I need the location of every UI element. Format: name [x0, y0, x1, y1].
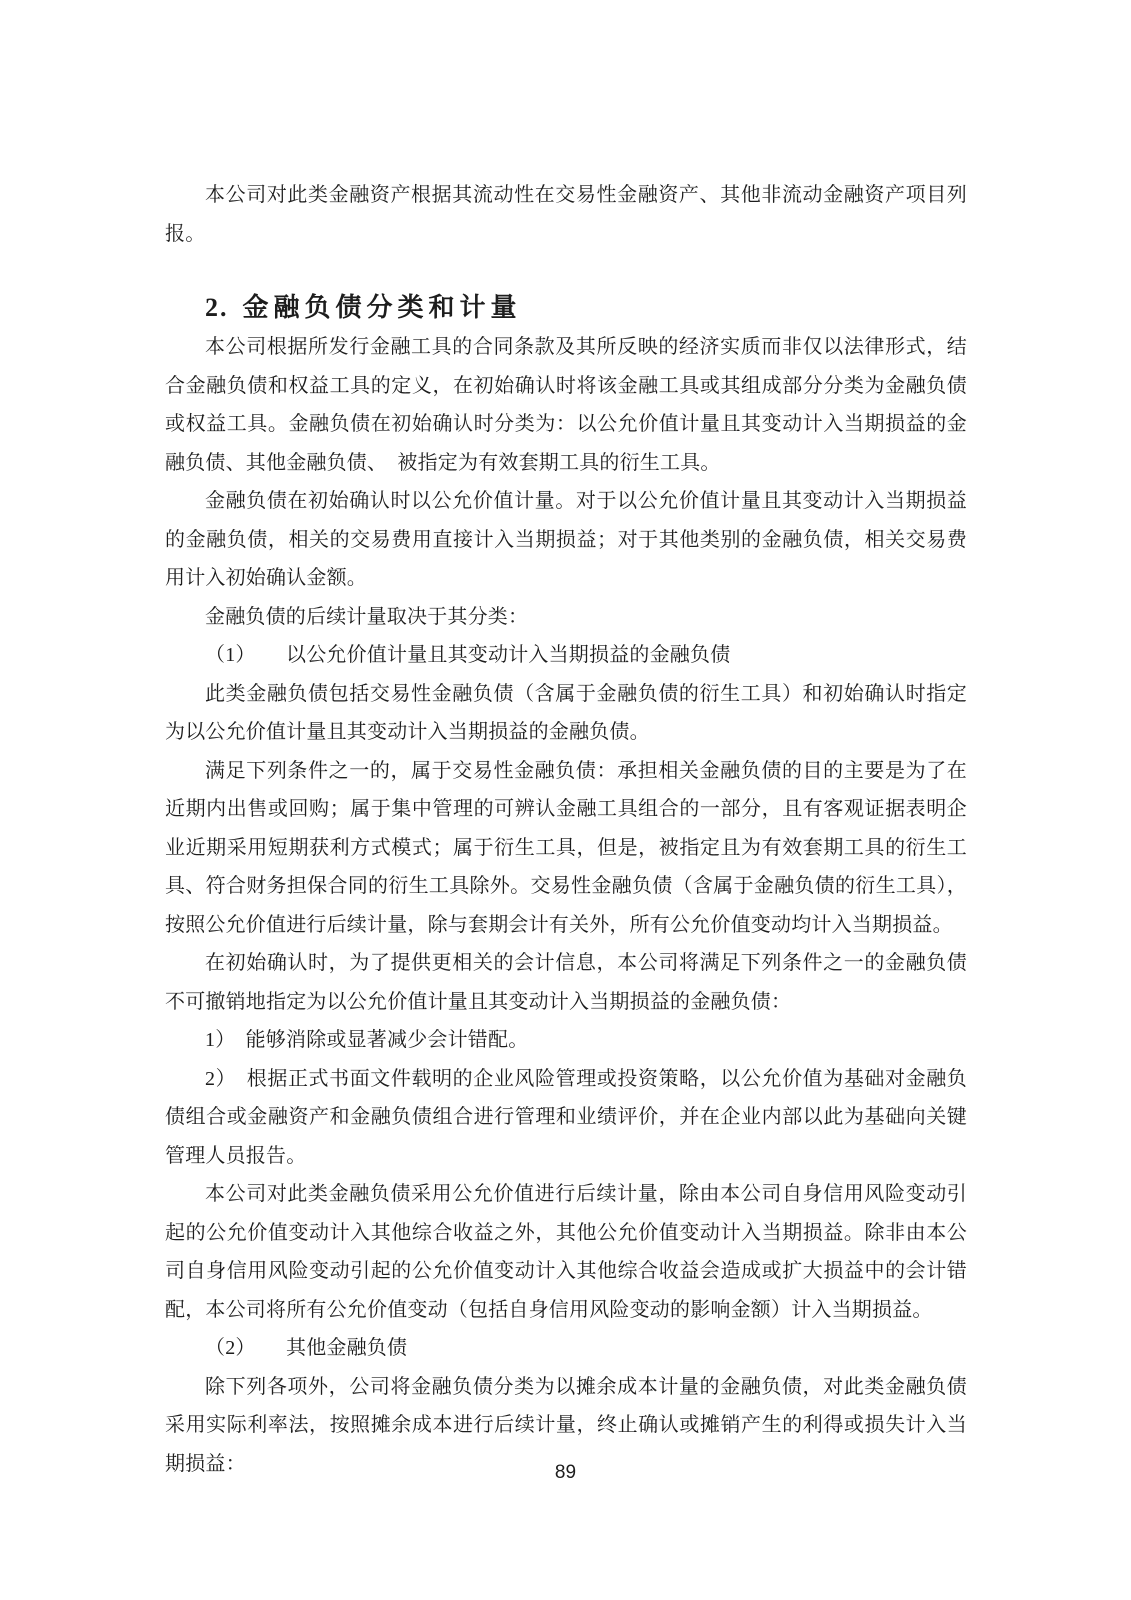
paragraph-fvtpl-scope: 此类金融负债包括交易性金融负债（含属于金融负债的衍生工具）和初始确认时指定为以公允价值计量且其变动计入当期损益的金融负债。 [165, 682, 967, 743]
subheading-item-2-other-liabilities: （2） 其他金融负债 [205, 1337, 408, 1359]
paragraph-initial-measurement: 金融负债在初始确认时以公允价值计量。对于以公允价值计量且其变动计入当期损益的金融负债，相关的交易费用直接计入当期损益；对于其他类别的金融负债，相关交易费用计入初始确认金额。 [165, 490, 967, 589]
list-item-2-risk-management: 2） 根据正式书面文件载明的企业风险管理或投资策略，以公允价值为基础对金融负债组合或金融资产和金融负债组合进行管理和业绩评价，并在企业内部以此为基础向关键管理人员报告。 [165, 1067, 967, 1167]
paragraph-subsequent-measurement-intro: 金融负债的后续计量取决于其分类： [205, 605, 529, 628]
list-item-1-accounting-mismatch: 1） 能够消除或显著减少会计错配。 [205, 1029, 529, 1051]
paragraph-trading-liability-conditions: 满足下列条件之一的，属于交易性金融负债：承担相关金融负债的目的主要是为了在近期内出售或回购；属于集中管理的可辨认金融工具组合的一部分，且有客观证据表明企业近期采用短期获利方式模式；属于衍生工具，但是，被指定且为有效套期工具的衍生工具、符合财务担保合同的衍生工具除外。交易性金融负债（含属于金融负债的衍生工具），按照公允价值进行后续计量，除与套期会计有关外，所有公允价值变动均计入当期损益。 [165, 759, 967, 936]
document-content [165, 176, 967, 1483]
subheading-item-1-fvtpl: （1） 以公允价值计量且其变动计入当期损益的金融负债 [205, 644, 731, 666]
section-heading-number: 2. [205, 293, 229, 322]
paragraph-amortized-cost: 除下列各项外，公司将金融负债分类为以摊余成本计量的金融负债，对此类金融负债采用实际利率法，按照摊余成本进行后续计量，终止确认或摊销产生的利得或损失计入当期损益： [165, 1375, 967, 1475]
section-heading-title: 金融负债分类和计量 [242, 293, 522, 322]
intro-paragraph: 本公司对此类金融资产根据其流动性在交易性金融资产、其他非流动金融资产项目列报。 [165, 184, 967, 245]
page-footer [0, 1462, 1131, 1484]
paragraph-classification: 本公司根据所发行金融工具的合同条款及其所反映的经济实质而非仅以法律形式，结合金融负债和权益工具的定义，在初始确认时将该金融工具或其组成部分分类为金融负债或权益工具。金融负债在初始确认时分类为：以公允价值计量且其变动计入当期损益的金融负债、其他金融负债、 被指定为有效套期工具的衍生工具。 [165, 336, 967, 474]
section-heading [165, 288, 967, 328]
paragraph-fvtpl-subsequent: 本公司对此类金融负债采用公允价值进行后续计量，除由本公司自身信用风险变动引起的公允价值变动计入其他综合收益之外，其他公允价值变动计入当期损益。除非由本公司自身信用风险变动引起的公允价值变动计入其他综合收益会造成或扩大损益中的会计错配，本公司将所有公允价值变动（包括自身信用风险变动的影响金额）计入当期损益。 [165, 1183, 967, 1321]
page-number: 89 [554, 1462, 577, 1483]
paragraph-irrevocable-designation: 在初始确认时，为了提供更相关的会计信息，本公司将满足下列条件之一的金融负债不可撤销地指定为以公允价值计量且其变动计入当期损益的金融负债： [165, 952, 967, 1013]
